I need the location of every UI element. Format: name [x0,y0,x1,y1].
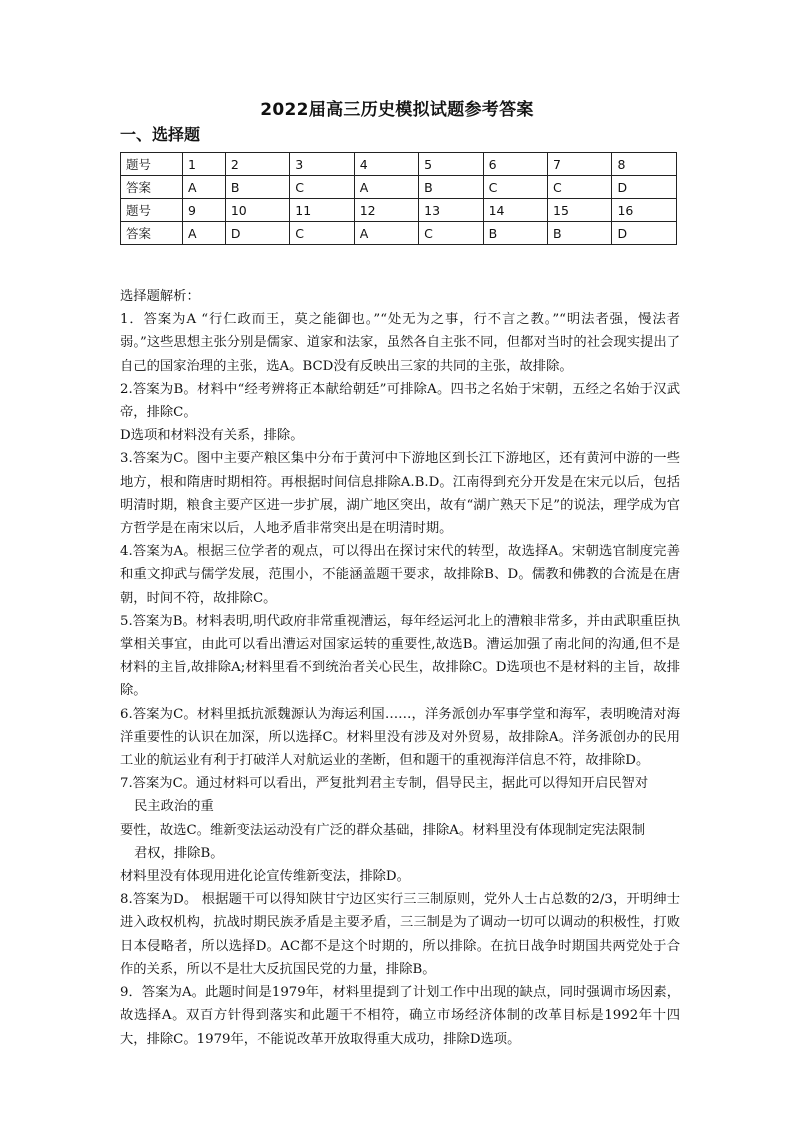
table-row [121,176,677,199]
analysis-paragraph: 4.答案为A。根据三位学者的观点，可以得出在探讨宋代的转型，故选择A。宋朝选官制度完善和重文抑武与儒学发展，范围小，不能涵盖题干要求，故排除B、D。儒教和佛教的合流是在唐朝，时间不符，故排除C。 [120,544,680,606]
table-cell: 11 [290,199,354,222]
analysis-section [120,285,680,1051]
table-cell: A [183,222,226,245]
table-cell: C [419,222,483,245]
document-title: 2022届高三历史模拟试题参考答案 [260,100,534,120]
table-cell: C [290,176,354,199]
analysis-paragraph: D选项和材料没有关系，排除。 [120,428,304,444]
table-cell: 答案 [121,176,183,199]
table-row [121,222,677,245]
analysis-paragraph: 8.答案为D。 根据题干可以得知陕甘宁边区实行三三制原则，党外人士占总数的2/3，开明绅士进入政权机构，抗战时期民族矛盾是主要矛盾，三三制是为了调动一切可以调动的积极性，打败日本侵略者，所以选择D。AC都不是这个时期的，所以排除。在抗日战争时期国共两党处于合作的关系，所以不是壮大反抗国民党的力量，排除B。 [120,892,680,977]
analysis-paragraph: 材料里没有体现用进化论宣传维新变法，排除D。 [120,869,410,885]
table-cell: 12 [354,199,418,222]
analysis-paragraph: 7.答案为C。通过材料可以看出，严复批判君主专制，倡导民主，据此可以得知开启民智对 [120,776,649,792]
table-cell: 2 [225,153,289,176]
table-row [121,199,677,222]
table-cell: D [612,222,677,245]
table-cell: B [225,176,289,199]
table-cell: B [419,176,483,199]
table-cell: A [354,176,418,199]
analysis-paragraph: 5.答案为B。材料表明,明代政府非常重视漕运，每年经运河北上的漕粮非常多，并由武职重臣执掌相关事宜，由此可以看出漕运对国家运转的重要性,故选B。漕运加强了南北间的沟通,但不是材料的主旨,故排除A;材料里看不到统治者关心民生，故排除C。D选项也不是材料的主旨，故排除。 [120,613,680,699]
table-cell: B [483,222,547,245]
table-cell: 7 [548,153,612,176]
table-cell: 9 [183,199,226,222]
table-cell: C [290,222,354,245]
section-heading: 一、选择题 [120,125,201,144]
table-cell: 1 [183,153,226,176]
table-cell: 8 [612,153,677,176]
analysis-paragraph: 民主政治的重 [134,799,214,815]
table-cell: C [548,176,612,199]
table-cell: 14 [483,199,547,222]
table-cell: 5 [419,153,483,176]
analysis-paragraph: 9．答案为A。此题时间是1979年，材料里提到了计划工作中出现的缺点，同时强调市场因素，故选择A。双百方针得到落实和此题干不相符，确立市场经济体制的改革目标是1992年十四大，排除C。1979年，不能说改革开放取得重大成功，排除D选项。 [120,985,680,1047]
table-cell: D [612,176,677,199]
table-cell: 13 [419,199,483,222]
table-cell: A [183,176,226,199]
table-cell: B [548,222,612,245]
answer-table [120,152,677,245]
analysis-paragraph: 1．答案为A “行仁政而王，莫之能御也。”“处无为之事，行不言之教。”“明法者强，慢法者弱。”这些思想主张分别是儒家、道家和法家，虽然各自主张不同，但都对当时的社会现实提出了自己的国家治理的主张，选A。BCD没有反映出三家的共同的主张，故排除。 [120,312,680,374]
table-cell: 16 [612,199,677,222]
table-cell: 3 [290,153,354,176]
table-cell: 题号 [121,199,183,222]
table-cell: D [225,222,289,245]
analysis-paragraph: 2.答案为B。材料中“经考辨将正本献给朝廷”可排除A。四书之名始于宋朝，五经之名始于汉武帝，排除C。 [120,381,680,421]
analysis-paragraph: 要性，故选C。维新变法运动没有广泛的群众基础，排除A。材料里没有体现制定宪法限制 [120,822,646,838]
table-cell: 6 [483,153,547,176]
table-cell: 15 [548,199,612,222]
table-cell: C [483,176,547,199]
table-cell: 4 [354,153,418,176]
table-cell: 题号 [121,153,183,176]
table-row [121,153,677,176]
table-cell: 答案 [121,222,183,245]
table-cell: 10 [225,199,289,222]
analysis-paragraph: 3.答案为C。图中主要产粮区集中分布于黄河中下游地区到长江下游地区，还有黄河中游的一些地方，根和隋唐时期相符。再根据时间信息排除A.B.D。江南得到充分开发是在宋元以后，包括明清时期，粮食主要产区进一步扩展，湖广地区突出，故有“湖广熟天下足”的说法，理学成为官方哲学是在南宋以后，人地矛盾非常突出是在明清时期。 [120,451,680,537]
analysis-paragraph: 君权，排除B。 [134,845,224,861]
table-cell: A [354,222,418,245]
analysis-paragraph: 6.答案为C。材料里抵抗派魏源认为海运利国……，洋务派创办军事学堂和海军，表明晚清对海洋重要性的认识在加深，所以选择C。材料里没有涉及对外贸易，故排除A。洋务派创办的民用工业的航运业有利于打破洋人对航运业的垄断，但和题干的重视海洋信息不符，故排除D。 [120,706,680,769]
analysis-heading: 选择题解析： [120,289,200,304]
